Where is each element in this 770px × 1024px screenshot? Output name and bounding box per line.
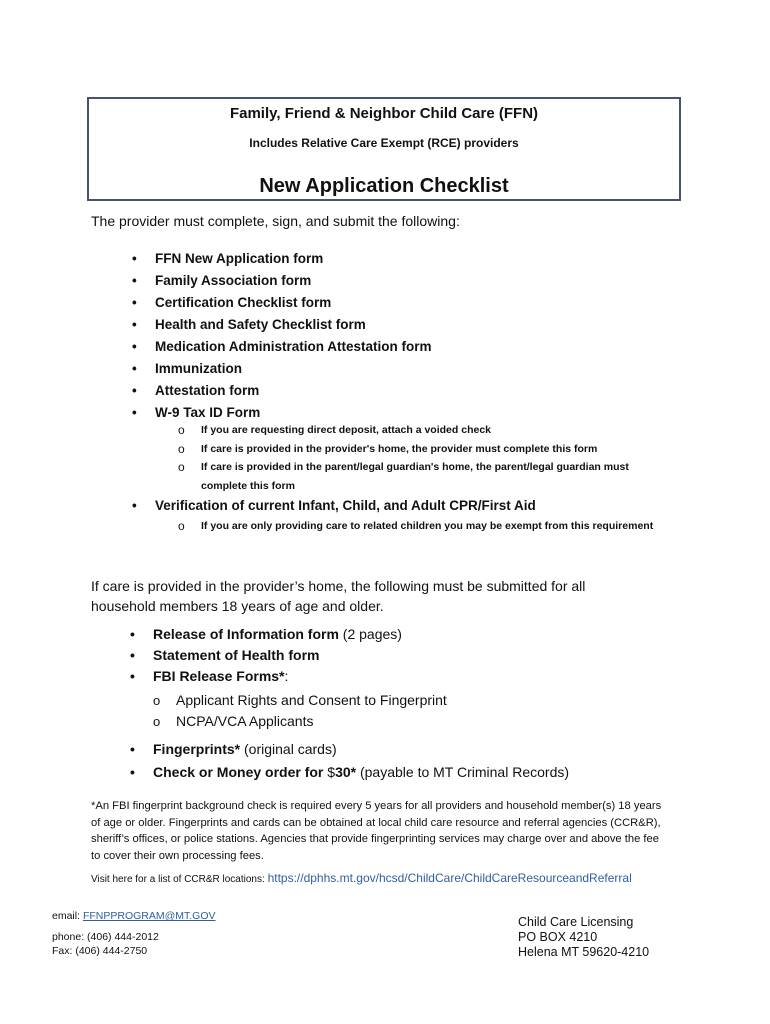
fbi-colon: :	[284, 668, 289, 684]
list-item: • Health and Safety Checklist form	[132, 314, 432, 336]
w9-subitems	[178, 421, 638, 495]
footnote: *An FBI fingerprint background check is required every 5 years for all providers and household member(s) 18 years of age or older. Fingerprints and cards can be obtained at local child care resource and referral agencies (CCR&R), sheriff’s offices, or police stations. Agencies that provide fingerprinting services may charge over and above the fee to cover their own processing fees.	[91, 800, 662, 862]
cpr-item	[132, 496, 536, 516]
list-item: • Medication Administration Attestation form	[132, 336, 432, 358]
ccrr-link[interactable]: https://dphhs.mt.gov/hcsd/ChildCare/ChildCareResourceandReferral	[267, 871, 632, 885]
check-amount: 30*	[335, 764, 357, 780]
address-line: Child Care Licensing	[518, 915, 634, 929]
list-item: • FFN New Application form	[132, 248, 432, 270]
address-line: Helena MT 59620-4210	[518, 945, 650, 959]
check-currency: $	[327, 764, 336, 780]
checklist	[132, 248, 432, 424]
check-note: (payable to MT Criminal Records)	[356, 764, 570, 780]
list-item: • Attestation form	[132, 380, 432, 402]
header-box	[87, 97, 681, 201]
sub-list-item: o If care is provided in the provider's home, the provider must complete this form	[178, 440, 638, 459]
email-label: email:	[52, 910, 83, 922]
header-subtitle: Includes Relative Care Exempt (RCE) providers	[249, 136, 519, 150]
fingerprint-list	[130, 738, 569, 784]
email-link[interactable]: FFNPPROGRAM@MT.GOV	[82, 910, 216, 922]
list-item: • W-9 Tax ID Form	[132, 402, 432, 424]
sub-list-item: o If you are only providing care to related children you may be exempt from this requirement	[178, 517, 653, 536]
fax-line: Fax: (406) 444-2750	[52, 945, 148, 957]
email-line	[52, 910, 216, 922]
visit-label: Visit here for a list of CCR&R locations:	[91, 874, 268, 885]
list-item	[130, 761, 569, 784]
list-item	[130, 645, 402, 666]
list-item	[130, 666, 402, 687]
sub-list-item: o If you are requesting direct deposit, attach a voided check	[178, 421, 638, 440]
fingerprints-note: (original cards)	[240, 741, 337, 757]
sub-list-item: o NCPA/VCA Applicants	[153, 711, 447, 732]
cpr-subitems	[178, 517, 653, 536]
fbi-subitems	[153, 690, 447, 732]
list-item: • Certification Checklist form	[132, 292, 432, 314]
sub-list-item: o If care is provided in the parent/legal guardian's home, the parent/legal guardian must complete this form	[178, 458, 638, 495]
household-list	[130, 624, 402, 687]
intro-text: The provider must complete, sign, and submit the following:	[91, 213, 460, 229]
list-item	[130, 738, 569, 761]
fbi-label: FBI Release Forms*	[153, 668, 285, 684]
release-label: Release of Information form	[153, 626, 339, 642]
phone-line: phone: (406) 444-2012	[52, 931, 159, 943]
cpr-item-label: Verification of current Infant, Child, and Adult CPR/First Aid	[155, 498, 536, 513]
list-item: • Family Association form	[132, 270, 432, 292]
check-label: Check or Money order for	[153, 764, 328, 780]
health-label: Statement of Health form	[153, 647, 320, 663]
fingerprints-label: Fingerprints*	[153, 741, 241, 757]
release-note: (2 pages)	[338, 626, 402, 642]
page-title: New Application Checklist	[259, 175, 509, 197]
sub-list-item: o Applicant Rights and Consent to Fingerprint	[153, 690, 447, 711]
visit-line	[91, 871, 632, 885]
address-line: PO BOX 4210	[518, 930, 598, 944]
list-item	[130, 624, 402, 645]
list-item: • Immunization	[132, 358, 432, 380]
household-intro: If care is provided in the provider’s home, the following must be submitted for all household members 18 years of age and older.	[91, 578, 586, 614]
mailing-address	[518, 915, 649, 960]
header-title: Family, Friend & Neighbor Child Care (FFN)	[229, 105, 539, 122]
